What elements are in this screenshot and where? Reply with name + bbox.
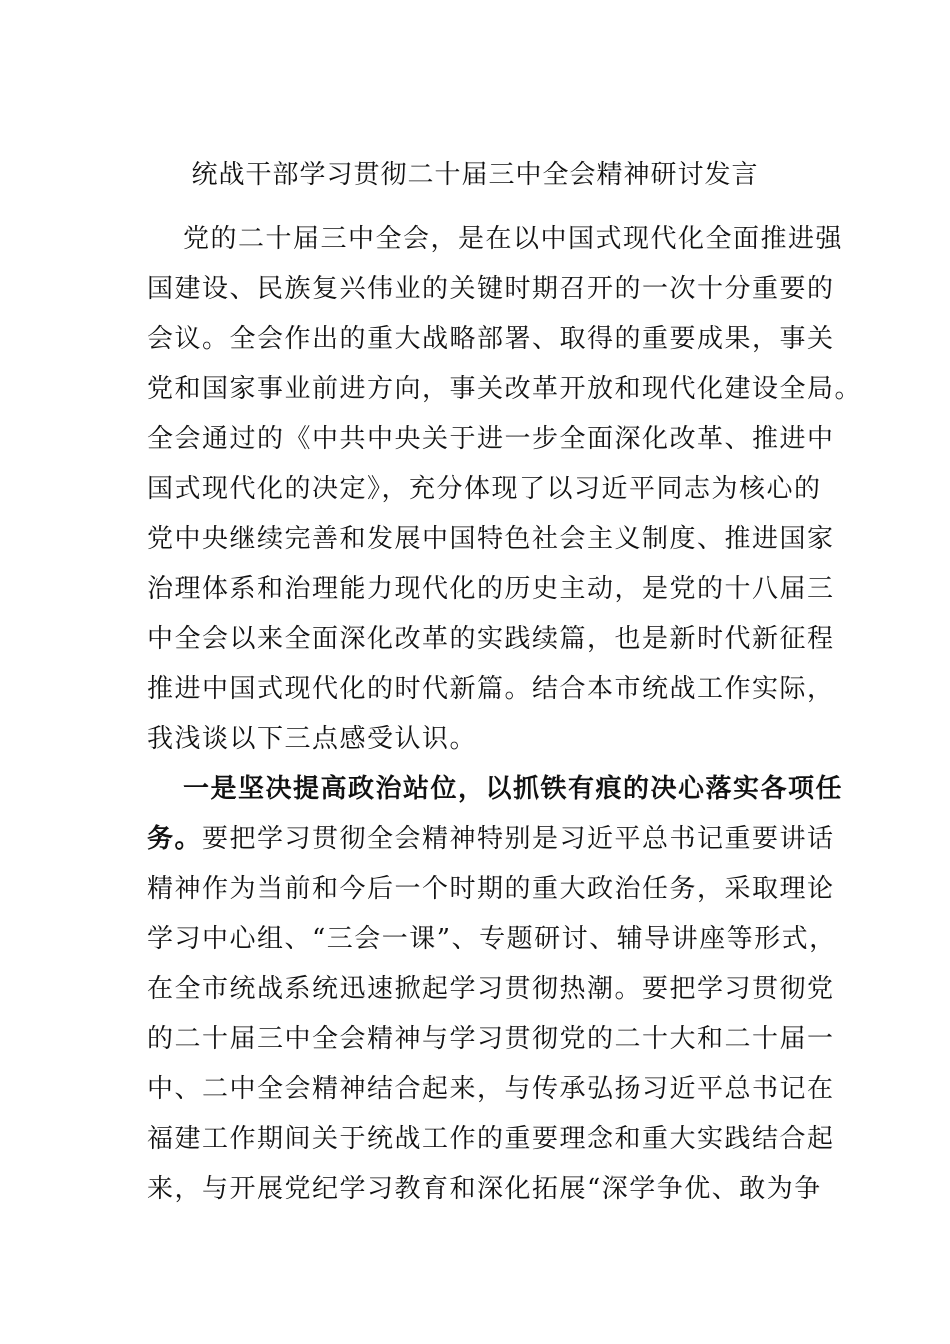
- point-one-heading-end: 务。: [147, 824, 203, 854]
- paragraph-line: 我浅谈以下三点感受认识。: [147, 724, 478, 754]
- paragraph-line: 在全市统战系统迅速掀起学习贯彻热潮。要把学习贯彻党: [147, 974, 835, 1004]
- document-title: 统战干部学习贯彻二十届三中全会精神研讨发言: [191, 160, 759, 190]
- paragraph-line: 来，与开展党纪学习教育和深化拓展“深学争优、敢为争: [147, 1174, 822, 1204]
- point-one-heading: 一是坚决提高政治站位，以抓铁有痕的决心落实各项任: [183, 774, 844, 804]
- paragraph-line: [147, 814, 835, 864]
- paragraph-line: 精神作为当前和今后一个时期的重大政治任务，采取理论: [147, 874, 835, 904]
- paragraph-line: 中全会以来全面深化改革的实践续篇，也是新时代新征程: [147, 624, 835, 654]
- paragraph-line: 治理体系和治理能力现代化的历史主动，是党的十八届三: [147, 574, 835, 604]
- paragraph-line: 的二十届三中全会精神与学习贯彻党的二十大和二十届一: [147, 1024, 835, 1054]
- paragraph-line: 党中央继续完善和发展中国特色社会主义制度、推进国家: [147, 524, 835, 554]
- paragraph-line: 全会通过的《中共中央关于进一步全面深化改革、推进中: [147, 424, 835, 454]
- paragraph-line: 党的二十届三中全会，是在以中国式现代化全面推进强: [183, 224, 844, 254]
- paragraph-line: 党和国家事业前进方向，事关改革开放和现代化建设全局。: [147, 374, 863, 404]
- paragraph-line: 中、二中全会精神结合起来，与传承弘扬习近平总书记在: [147, 1074, 835, 1104]
- paragraph-line: 福建工作期间关于统战工作的重要理念和重大实践结合起: [147, 1124, 835, 1154]
- paragraph-line: 国建设、民族复兴伟业的关键时期召开的一次十分重要的: [147, 274, 835, 304]
- paragraph-line: 会议。全会作出的重大战略部署、取得的重要成果，事关: [147, 324, 835, 354]
- paragraph-line-text: 要把学习贯彻全会精神特别是习近平总书记重要讲话: [202, 824, 835, 854]
- paragraph-line: 国式现代化的决定》，充分体现了以习近平同志为核心的: [147, 474, 822, 504]
- paragraph-point-one: [147, 764, 844, 1214]
- paragraph-intro: [147, 214, 863, 764]
- paragraph-line: 学习中心组、“三会一课”、专题研讨、辅导讲座等形式，: [147, 924, 837, 954]
- paragraph-line: 推进中国式现代化的时代新篇。结合本市统战工作实际，: [147, 674, 835, 704]
